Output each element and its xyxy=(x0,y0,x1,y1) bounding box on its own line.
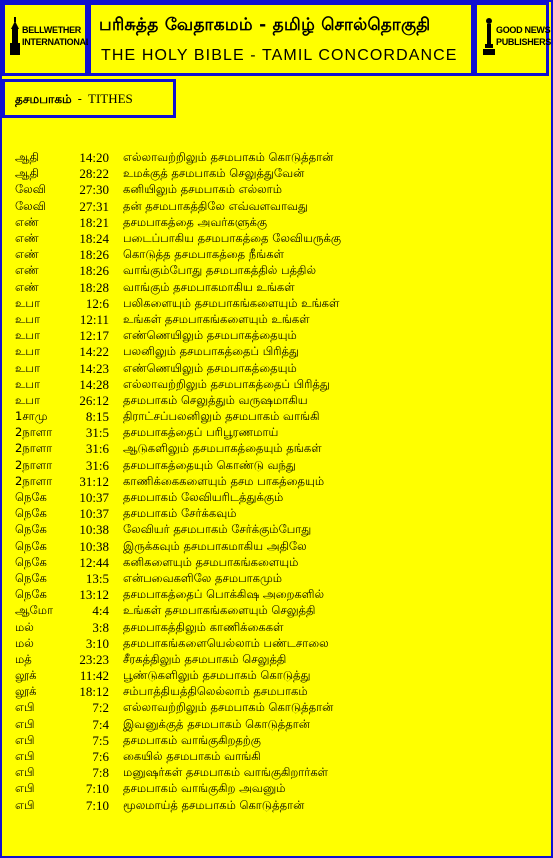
entry-text: தசமபாகம் சேர்க்கவும் xyxy=(123,506,237,521)
entry-reference: 7:6 xyxy=(92,749,109,765)
concordance-entry xyxy=(15,377,341,393)
concordance-entry xyxy=(15,441,341,457)
entry-book: எண் xyxy=(15,231,39,246)
entry-book: எபி xyxy=(15,781,35,796)
entry-reference: 14:20 xyxy=(79,150,109,166)
entry-text: தசமபாகங்களையெல்லாம் பண்டசாலை xyxy=(123,635,329,650)
entry-book: லூக் xyxy=(15,668,37,683)
concordance-entry xyxy=(15,490,341,506)
entry-book: ஆதி xyxy=(15,166,39,181)
entry-text: உங்கள் தசமபாகங்களையும் செலுத்தி xyxy=(123,603,316,618)
entry-text: தன் தசமபாகத்திலே எவ்வளவாவது xyxy=(123,198,308,213)
entry-text: கனியிலும் தசமபாகம் எல்லாம் xyxy=(123,182,282,197)
entry-book: உபா xyxy=(15,376,40,391)
concordance-entry xyxy=(15,522,341,538)
concordance-entry xyxy=(15,798,341,814)
entry-text: வாங்கும் தசமபாகமாகிய உங்கள் xyxy=(123,279,295,294)
entry-reference: 27:30 xyxy=(79,182,109,198)
concordance-entry xyxy=(15,506,341,522)
entry-text: கொடுத்த தசமபாகத்தை நீங்கள் xyxy=(123,247,284,262)
entry-reference: 28:22 xyxy=(79,166,109,182)
entry-book: எபி xyxy=(15,716,35,731)
entry-text: பலனிலும் தசமபாகத்தைப் பிரித்து xyxy=(123,344,299,359)
entry-reference: 27:31 xyxy=(79,198,109,214)
bellwether-logo-text: BELLWETHER INTERNATIONAL xyxy=(22,25,91,47)
entry-book: 2நாளா xyxy=(15,473,53,488)
entry-book: லேவி xyxy=(15,198,46,213)
concordance-entry xyxy=(15,215,341,231)
entry-reference: 31:6 xyxy=(85,457,109,473)
concordance-entry xyxy=(15,733,341,749)
section-heading-dash: - xyxy=(77,92,82,106)
concordance-entry xyxy=(15,619,341,635)
concordance-entry xyxy=(15,652,341,668)
entry-book: எபி xyxy=(15,765,35,780)
section-heading-english: TITHES xyxy=(88,91,133,106)
concordance-entry xyxy=(15,280,341,296)
entry-text: கனிகளையும் தசமபாகங்களையும் xyxy=(123,554,299,569)
concordance-entry xyxy=(15,231,341,247)
entry-reference: 12:44 xyxy=(79,554,109,570)
entry-text: எல்லாவற்றிலும் தசமபாகத்தைப் பிரித்து xyxy=(123,376,330,391)
entry-book: உபா xyxy=(15,360,40,375)
entry-reference: 14:28 xyxy=(79,376,109,392)
entry-reference: 18:26 xyxy=(79,247,109,263)
goodnews-logo-box xyxy=(474,2,552,76)
section-heading-box xyxy=(2,79,176,118)
entry-text: எண்ணெயிலும் தசமபாகத்தையும் xyxy=(123,360,297,375)
entry-text: எல்லாவற்றிலும் தசமபாகம் கொடுத்தான் xyxy=(123,700,334,715)
entry-text: தசமபாகம் செலுத்தும் வருஷமாகிய xyxy=(123,392,308,407)
concordance-entry xyxy=(15,182,341,198)
entry-reference: 18:28 xyxy=(79,279,109,295)
entry-text: பலிகளையும் தசமபாகங்களையும் உங்கள் xyxy=(123,295,340,310)
concordance-entry xyxy=(15,636,341,652)
concordance-entry xyxy=(15,328,341,344)
concordance-entry xyxy=(15,344,341,360)
entry-text: ஆடுகளிலும் தசமபாகத்தையும் தங்கள் xyxy=(123,441,322,456)
concordance-entry xyxy=(15,199,341,215)
bell-tower-icon xyxy=(9,17,21,55)
entry-reference: 18:24 xyxy=(79,231,109,247)
entry-reference: 10:38 xyxy=(79,522,109,538)
entry-book: நெகே xyxy=(15,570,47,585)
entry-book: மல் xyxy=(15,619,34,634)
entry-reference: 11:42 xyxy=(79,668,109,684)
concordance-entry xyxy=(15,166,341,182)
entry-book: எபி xyxy=(15,749,35,764)
entry-text: தசமபாகத்தைப் பரிபூரணமாய் xyxy=(123,425,279,440)
entry-reference: 3:8 xyxy=(92,619,109,635)
entry-reference: 18:12 xyxy=(79,684,109,700)
entry-text: இருக்கவும் தசமபாகமாகிய அதிலே xyxy=(123,538,307,553)
entry-reference: 7:10 xyxy=(85,781,109,797)
concordance-entry xyxy=(15,684,341,700)
entry-text: தசமபாகத்திலும் காணிக்கைகள் xyxy=(123,619,284,634)
concordance-entry xyxy=(15,700,341,716)
entry-book: ஆமோ xyxy=(15,603,53,618)
entry-book: மல் xyxy=(15,635,34,650)
entry-reference: 31:5 xyxy=(85,425,109,441)
entry-reference: 10:37 xyxy=(79,490,109,506)
entry-book: 2நாளா xyxy=(15,425,53,440)
title-english: THE HOLY BIBLE - TAMIL CONCORDANCE xyxy=(101,47,458,64)
entry-reference: 7:8 xyxy=(92,765,109,781)
entry-text: படைப்பாகிய தசமபாகத்தை லேவியருக்கு xyxy=(123,231,342,246)
entry-text: உங்கள் தசமபாகங்களையும் உங்கள் xyxy=(123,311,310,326)
entry-book: உபா xyxy=(15,344,40,359)
entry-book: எபி xyxy=(15,732,35,747)
entry-reference: 31:6 xyxy=(85,441,109,457)
concordance-entry xyxy=(15,150,341,166)
entry-reference: 8:15 xyxy=(85,409,109,425)
concordance-entry xyxy=(15,571,341,587)
entry-text: தசமபாகத்தை அவர்களுக்கு xyxy=(123,214,268,229)
entry-reference: 13:5 xyxy=(85,570,109,586)
entry-book: எண் xyxy=(15,247,39,262)
entry-reference: 13:12 xyxy=(79,587,109,603)
concordance-entry xyxy=(15,425,341,441)
entry-reference: 7:2 xyxy=(92,700,109,716)
entry-text: என்பவைகளிலே தசமபாகமும் xyxy=(123,570,283,585)
entry-text: சம்பாத்தியத்திலெல்லாம் தசமபாகம் xyxy=(123,684,308,699)
concordance-entry xyxy=(15,409,341,425)
entry-book: மத் xyxy=(15,651,32,666)
concordance-entry xyxy=(15,781,341,797)
entry-text: மூலமாய்த் தசமபாகம் கொடுத்தான் xyxy=(123,797,305,812)
entry-reference: 10:38 xyxy=(79,538,109,554)
entry-text: கையில் தசமபாகம் வாங்கி xyxy=(123,749,261,764)
entry-reference: 18:26 xyxy=(79,263,109,279)
concordance-entry xyxy=(15,717,341,733)
entry-book: ஆதி xyxy=(15,150,39,165)
entry-reference: 3:10 xyxy=(85,635,109,651)
entry-text: இவனுக்குத் தசமபாகம் கொடுத்தான் xyxy=(123,716,310,731)
entry-reference: 12:6 xyxy=(85,295,109,311)
concordance-entry xyxy=(15,555,341,571)
entry-book: உபா xyxy=(15,311,40,326)
entry-text: தசமபாகத்தைப் பொக்கிஷ அறைகளில் xyxy=(123,587,325,602)
concordance-list xyxy=(15,150,341,814)
entry-reference: 12:17 xyxy=(79,328,109,344)
entry-reference: 7:5 xyxy=(92,732,109,748)
entry-text: திராட்சப்பலனிலும் தசமபாகம் வாங்கி xyxy=(123,409,320,424)
entry-text: எண்ணெயிலும் தசமபாகத்தையும் xyxy=(123,328,297,343)
entry-book: லேவி xyxy=(15,182,46,197)
entry-reference: 7:10 xyxy=(85,797,109,813)
bellwether-logo-box xyxy=(2,2,91,76)
concordance-entry xyxy=(15,312,341,328)
entry-book: நெகே xyxy=(15,554,47,569)
entry-book: நெகே xyxy=(15,490,47,505)
entry-book: உபா xyxy=(15,392,40,407)
entry-text: உமக்குத் தசமபாகம் செலுத்துவேன் xyxy=(123,166,305,181)
concordance-entry xyxy=(15,296,341,312)
entry-book: 1சாமு xyxy=(15,409,48,424)
entry-book: 2நாளா xyxy=(15,441,53,456)
entry-text: சீரகத்திலும் தசமபாகம் செலுத்தி xyxy=(123,651,287,666)
entry-book: 2நாளா xyxy=(15,457,53,472)
entry-text: தசமபாகம் வாங்குகிறதற்கு xyxy=(123,732,261,747)
entry-reference: 14:23 xyxy=(79,360,109,376)
entry-book: எண் xyxy=(15,263,39,278)
entry-text: லேவியர் தசமபாகம் சேர்க்கும்போது xyxy=(123,522,312,537)
entry-book: நெகே xyxy=(15,538,47,553)
concordance-entry xyxy=(15,458,341,474)
entry-reference: 14:22 xyxy=(79,344,109,360)
entry-text: தசமபாகத்தையும் கொண்டு வந்து xyxy=(123,457,296,472)
concordance-entry xyxy=(15,247,341,263)
entry-text: தசமபாகம் வாங்குகிற அவனும் xyxy=(123,781,286,796)
entry-book: நெகே xyxy=(15,522,47,537)
entry-book: உபா xyxy=(15,328,40,343)
entry-text: பூண்டுகளிலும் தசமபாகம் கொடுத்து xyxy=(123,668,311,683)
concordance-entry xyxy=(15,393,341,409)
entry-text: மனுஷர்கள் தசமபாகம் வாங்குகிறார்கள் xyxy=(123,765,329,780)
concordance-entry xyxy=(15,765,341,781)
entry-book: நெகே xyxy=(15,587,47,602)
entry-reference: 12:11 xyxy=(79,311,109,327)
concordance-entry xyxy=(15,749,341,765)
entry-text: எல்லாவற்றிலும் தசமபாகம் கொடுத்தான் xyxy=(123,150,334,165)
entry-text: வாங்கும்போது தசமபாகத்தில் பத்தில் xyxy=(123,263,317,278)
lamp-icon xyxy=(483,17,495,55)
entry-reference: 26:12 xyxy=(79,392,109,408)
entry-reference: 10:37 xyxy=(79,506,109,522)
concordance-entry xyxy=(15,587,341,603)
entry-book: லூக் xyxy=(15,684,37,699)
concordance-entry xyxy=(15,263,341,279)
entry-book: நெகே xyxy=(15,506,47,521)
entry-reference: 31:12 xyxy=(79,473,109,489)
entry-text: காணிக்கைகளையும் தசம பாகத்தையும் xyxy=(123,473,325,488)
section-heading xyxy=(15,91,133,108)
entry-book: எபி xyxy=(15,797,35,812)
entry-book: உபா xyxy=(15,295,40,310)
entry-text: தசமபாகம் லேவியரிடத்துக்கும் xyxy=(123,490,284,505)
title-box xyxy=(88,2,474,76)
goodnews-logo-text: GOOD NEWS PUBLISHERS xyxy=(496,25,552,47)
concordance-entry xyxy=(15,603,341,619)
concordance-entry xyxy=(15,360,341,376)
entry-reference: 18:21 xyxy=(79,214,109,230)
concordance-entry xyxy=(15,668,341,684)
title-tamil: பரிசுத்த வேதாகமம் - தமிழ் சொல்தொகுதி xyxy=(99,15,431,35)
section-heading-tamil: தசமபாகம் xyxy=(15,92,72,106)
entry-book: எண் xyxy=(15,279,39,294)
entry-book: எண் xyxy=(15,214,39,229)
concordance-entry xyxy=(15,474,341,490)
concordance-entry xyxy=(15,539,341,555)
entry-reference: 4:4 xyxy=(92,603,109,619)
entry-reference: 7:4 xyxy=(92,716,109,732)
entry-book: எபி xyxy=(15,700,35,715)
entry-reference: 23:23 xyxy=(79,651,109,667)
